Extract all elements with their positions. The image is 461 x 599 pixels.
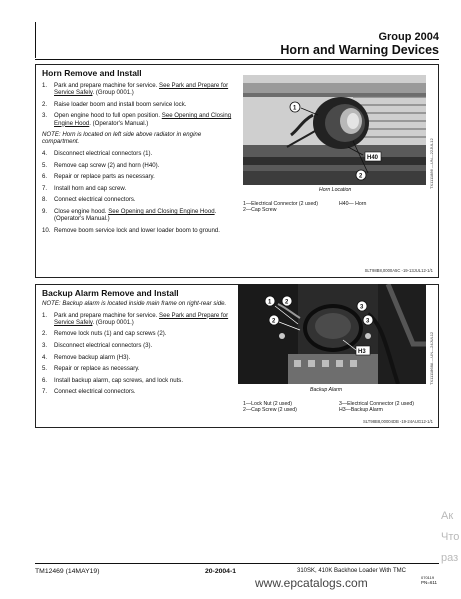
list-item: 9. Close engine hood. See Opening and Closing Engine Hood. (Operator's Manual.) <box>42 207 217 223</box>
footer-rule <box>35 563 439 564</box>
horn-image-code: TX1111886 —UN—22JUL12 <box>429 138 434 189</box>
list-item: 5. Remove cap screw (2) and horn (H40). <box>42 161 160 169</box>
svg-text:2: 2 <box>285 299 289 306</box>
horn-illustration <box>243 75 426 185</box>
footer-sub-a: 070119 <box>421 575 435 580</box>
horn-legend-right: H40— Horn <box>339 201 367 207</box>
horn-steps <box>42 82 232 238</box>
list-item: 5. Repair or replace as necessary. <box>42 365 140 373</box>
list-item: 1. Park and prepare machine for service. See Park and Prepare for Service Safely. (Group 0001.) <box>42 82 229 97</box>
backup-alarm-photo <box>238 284 426 384</box>
backup-alarm-illustration <box>238 284 426 384</box>
list-item: 7. Install horn and cap screw. <box>42 184 127 192</box>
backup-doc-code: SLT98B8,00004DB -19-24AUG12-1/1 <box>363 419 433 424</box>
backup-image-code: TX1111868A —UN—24JUL12 <box>429 331 434 385</box>
svg-text:3: 3 <box>366 318 370 325</box>
svg-text:1: 1 <box>293 105 297 112</box>
park-prepare-link[interactable]: See Park and Prepare for Service Safely <box>54 82 229 97</box>
list-item: 8. Connect electrical connectors. <box>42 196 136 204</box>
engine-hood-link-2[interactable]: See Opening and Closing Engine Hood <box>108 207 215 215</box>
backup-steps <box>42 300 232 400</box>
horn-note: NOTE: Horn is located on left side above radiator in engine compartment. <box>42 131 202 146</box>
horn-doc-code: SLT98B8,0000A5C -19-13JUL12-1/1 <box>364 268 433 273</box>
svg-text:3: 3 <box>360 304 364 311</box>
header-left-rule <box>35 22 36 58</box>
list-item: 4. Remove backup alarm (H3). <box>42 353 131 361</box>
footer-page-number: 20-2004-1 <box>205 568 236 575</box>
footer-machine-model: 310SK, 410K Backhoe Loader With TMC <box>297 568 406 574</box>
backup-legend-left: 1—Lock Nut (2 used) 2—Cap Screw (2 used) <box>243 401 297 414</box>
list-item: 7. Connect electrical connectors. <box>42 388 136 396</box>
horn-legend-left: 1—Electrical Connector (2 used) 2—Cap Screw <box>243 201 318 214</box>
overlay-text: Ак Что раз <box>441 510 460 564</box>
horn-caption: Horn Location <box>319 187 352 193</box>
list-item: 3. Open engine hood to full open position. See Opening and Closing Engine Hood. (Operator's Manual.) <box>42 112 232 127</box>
list-item: 6. Install backup alarm, cap screws, and lock nuts. <box>42 376 184 384</box>
list-item: 6. Repair or replace parts as necessary. <box>42 173 155 181</box>
page-title: Horn and Warning Devices <box>280 43 439 57</box>
svg-text:H3: H3 <box>358 349 366 355</box>
footer-manual-id: TM12469 (14MAY19) <box>35 568 100 575</box>
horn-photo <box>243 75 426 185</box>
group-number: Group 2004 <box>378 31 439 43</box>
svg-text:2: 2 <box>359 173 363 180</box>
horn-section-title: Horn Remove and Install <box>42 68 142 78</box>
list-item: 3. Disconnect electrical connectors (3). <box>42 341 153 349</box>
header-rule <box>35 59 439 60</box>
backup-section-title: Backup Alarm Remove and Install <box>42 288 179 298</box>
list-item: 2. Remove lock nuts (1) and cap screws (2). <box>42 330 167 338</box>
list-item: 2. Raise loader boom and install boom service lock. <box>42 100 187 108</box>
backup-legend-right: 3—Electrical Connector (2 used) H3—Backup Alarm <box>339 401 414 414</box>
horn-section <box>35 64 439 278</box>
watermark-link[interactable]: www.epcatalogs.com <box>255 576 368 590</box>
engine-hood-link[interactable]: See Opening and Closing Engine Hood <box>54 112 232 127</box>
list-item: 4. Disconnect electrical connectors (1). <box>42 149 153 157</box>
park-prepare-link-2[interactable]: See Park and Prepare for Service Safely <box>54 311 229 326</box>
backup-alarm-section <box>35 284 439 428</box>
backup-caption: Backup Alarm <box>310 387 343 393</box>
svg-text:1: 1 <box>268 299 272 306</box>
footer-sub-b: PN=611 <box>421 580 438 585</box>
svg-text:H40: H40 <box>367 155 379 161</box>
backup-note: NOTE: Backup alarm is located inside main frame on right-rear side. <box>42 300 227 307</box>
svg-text:2: 2 <box>272 318 276 325</box>
list-item: 1. Park and prepare machine for service. See Park and Prepare for Service Safely. (Group 0001.) <box>42 311 229 326</box>
list-item: 10. Remove boom service lock and lower loader boom to ground. <box>42 226 220 234</box>
